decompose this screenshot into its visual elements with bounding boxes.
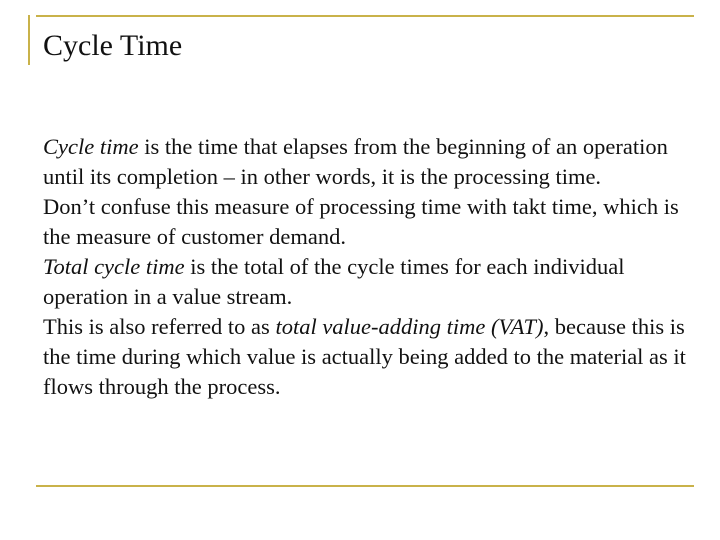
paragraph-vat-text: , because this is the time during which value is actually being added to the material as it flows through the process. <box>43 314 686 399</box>
term-total-cycle-time: Total cycle time <box>43 254 185 279</box>
paragraph-total-cycle-time <box>43 252 693 312</box>
paragraph-takt-time-text: Don’t confuse this measure of processing time with takt time, which is the measure of customer demand. <box>43 194 679 249</box>
slide-body <box>43 132 693 402</box>
paragraph-cycle-time <box>43 132 693 192</box>
left-accent-rule <box>28 15 30 65</box>
paragraph-total-cycle-time-text: is the total of the cycle times for each individual operation in a value stream. <box>43 254 625 309</box>
term-cycle-time: Cycle time <box>43 134 139 159</box>
slide-title: Cycle Time <box>43 29 183 62</box>
term-vat: total value-adding time (VAT) <box>275 314 544 339</box>
paragraph-cycle-time-text: is the time that elapses from the beginning of an operation until its completion – in other words, it is the processing time. <box>43 134 668 189</box>
paragraph-vat <box>43 312 693 402</box>
top-accent-rule <box>36 15 694 17</box>
paragraph-takt-time <box>43 192 693 252</box>
paragraph-vat-lead: This is also referred to as <box>43 314 276 339</box>
bottom-accent-rule <box>36 485 694 487</box>
